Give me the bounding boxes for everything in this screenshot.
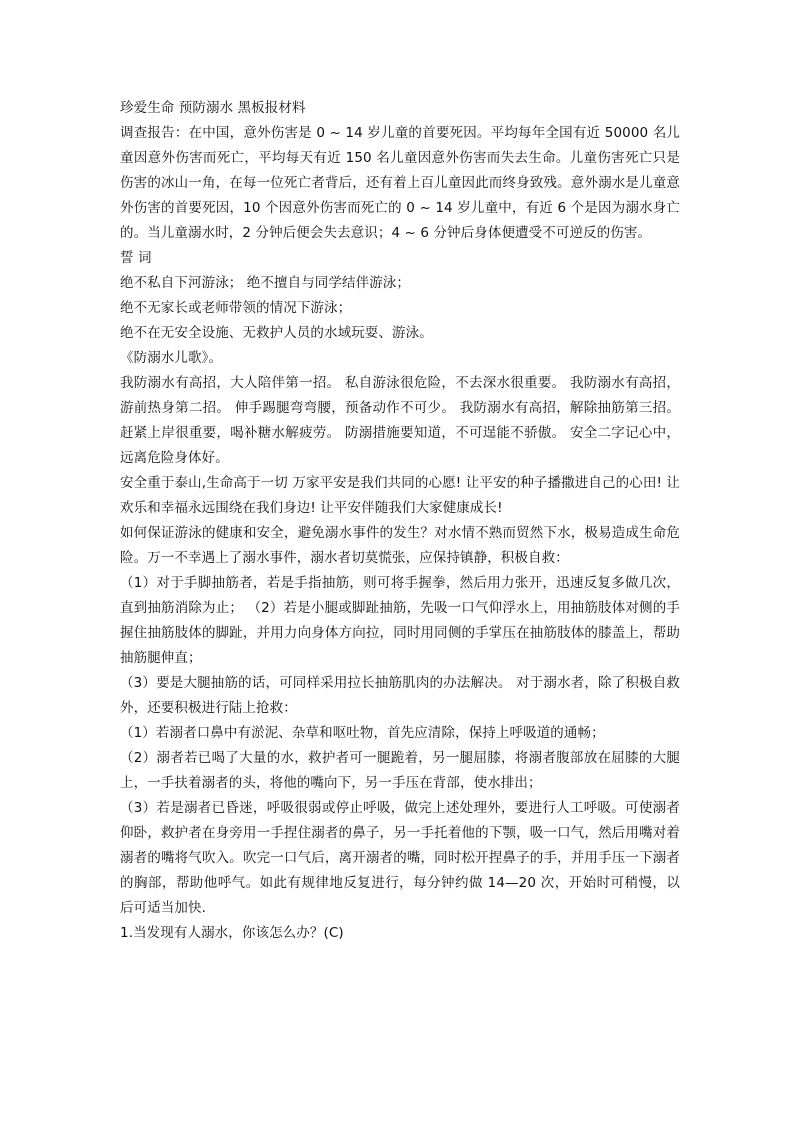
rescue-step-2: （2）溺者若已喝了大量的水，救护者可一腿跪着，另一腿屈膝，将溺者腹部放在屈膝的大腿上，一手扶着溺者的头，将他的嘴向下，另一手压在背部，使水排出；: [120, 750, 680, 791]
rescue-step-1: （1）若溺者口鼻中有淤泥、杂草和呕吐物，首先应清除，保持上呼吸道的通畅；: [120, 725, 605, 741]
song-title: 《防溺水儿歌》。: [120, 350, 223, 366]
question-1: 1.当发现有人溺水，你该怎么办？(C): [120, 925, 344, 941]
safety-slogan-paragraph: 安全重于泰山,生命高于一切 万家平安是我们共同的心愿! 让平安的种子播撒进自己的心田! 让欢乐和幸福永远围绕在我们身边! 让平安伴随我们大家健康成长!: [120, 475, 680, 516]
thigh-cramp-paragraph: （3）要是大腿抽筋的话，可同样采用拉长抽筋肌肉的办法解决。 对于溺水者，除了积极自救外，还要积极进行陆上抢救：: [120, 675, 680, 716]
document-title: 珍爱生命 预防溺水 黑板报材料: [120, 100, 306, 116]
survey-report-paragraph: 调查报告：在中国，意外伤害是 0 ~ 14 岁儿童的首要死因。平均每年全国有近 50000 名儿童因意外伤害而死亡，平均每天有近 150 名儿童因意外伤害而失去生命。儿童伤害死亡只是伤害的冰山一角，在每一位死亡者背后，还有着上百儿童因此而终身致残。意外溺水是儿童意外伤害的首要死因，10 个因意外伤害而死亡的 0 ~ 14 岁儿童中，有近 6 个是因为溺水身亡的。当儿童溺水时，2 分钟后便会失去意识；4 ~ 6 分钟后身体便遭受不可逆反的伤害。: [120, 125, 680, 241]
self-rescue-intro-paragraph: 如何保证游泳的健康和安全，避免溺水事件的发生？对水情不熟而贸然下水，极易造成生命危险。万一不幸遇上了溺水事件，溺水者切莫慌张，应保持镇静，积极自救：: [120, 525, 680, 566]
rescue-step-3: （3）若是溺者已昏迷，呼吸很弱或停止呼吸，做完上述处理外，要进行人工呼吸。可使溺者仰卧，救护者在身旁用一手捏住溺者的鼻子，另一手托着他的下颚，吸一口气，然后用嘴对着溺者的嘴将气吹入。吹完一口气后，离开溺者的嘴，同时松开捏鼻子的手，并用手压一下溺者的胸部，帮助他呼气。如此有规律地反复进行，每分钟约做 14—20 次，开始时可稍慢，以后可适当加快.: [120, 800, 680, 916]
oath-line-1: 绝不私自下河游泳； 绝不擅自与同学结伴游泳；: [120, 275, 410, 291]
document-body: [120, 96, 680, 946]
oath-line-2: 绝不无家长或老师带领的情况下游泳；: [120, 300, 352, 316]
oath-heading: 誓 词: [120, 250, 152, 266]
song-paragraph: 我防溺水有高招，大人陪伴第一招。 私自游泳很危险，不去深水很重要。 我防溺水有高招，游前热身第二招。 伸手踢腿弯弯腰，预备动作不可少。 我防溺水有高招，解除抽筋第三招。 赶紧上岸很重要，喝补糖水解疲劳。 防溺措施要知道，不可逞能不骄傲。 安全二字记心中，远离危险身体好。: [120, 375, 680, 466]
cramp-steps-paragraph: （1）对于手脚抽筋者，若是手指抽筋，则可将手握拳，然后用力张开，迅速反复多做几次，直到抽筋消除为止； （2）若是小腿或脚趾抽筋，先吸一口气仰浮水上，用抽筋肢体对侧的手握住抽筋肢体的脚趾，并用力向身体方向拉，同时用同侧的手掌压在抽筋肢体的膝盖上，帮助抽筋腿伸直；: [120, 575, 680, 666]
oath-line-3: 绝不在无安全设施、无救护人员的水域玩耍、游泳。: [120, 325, 433, 341]
